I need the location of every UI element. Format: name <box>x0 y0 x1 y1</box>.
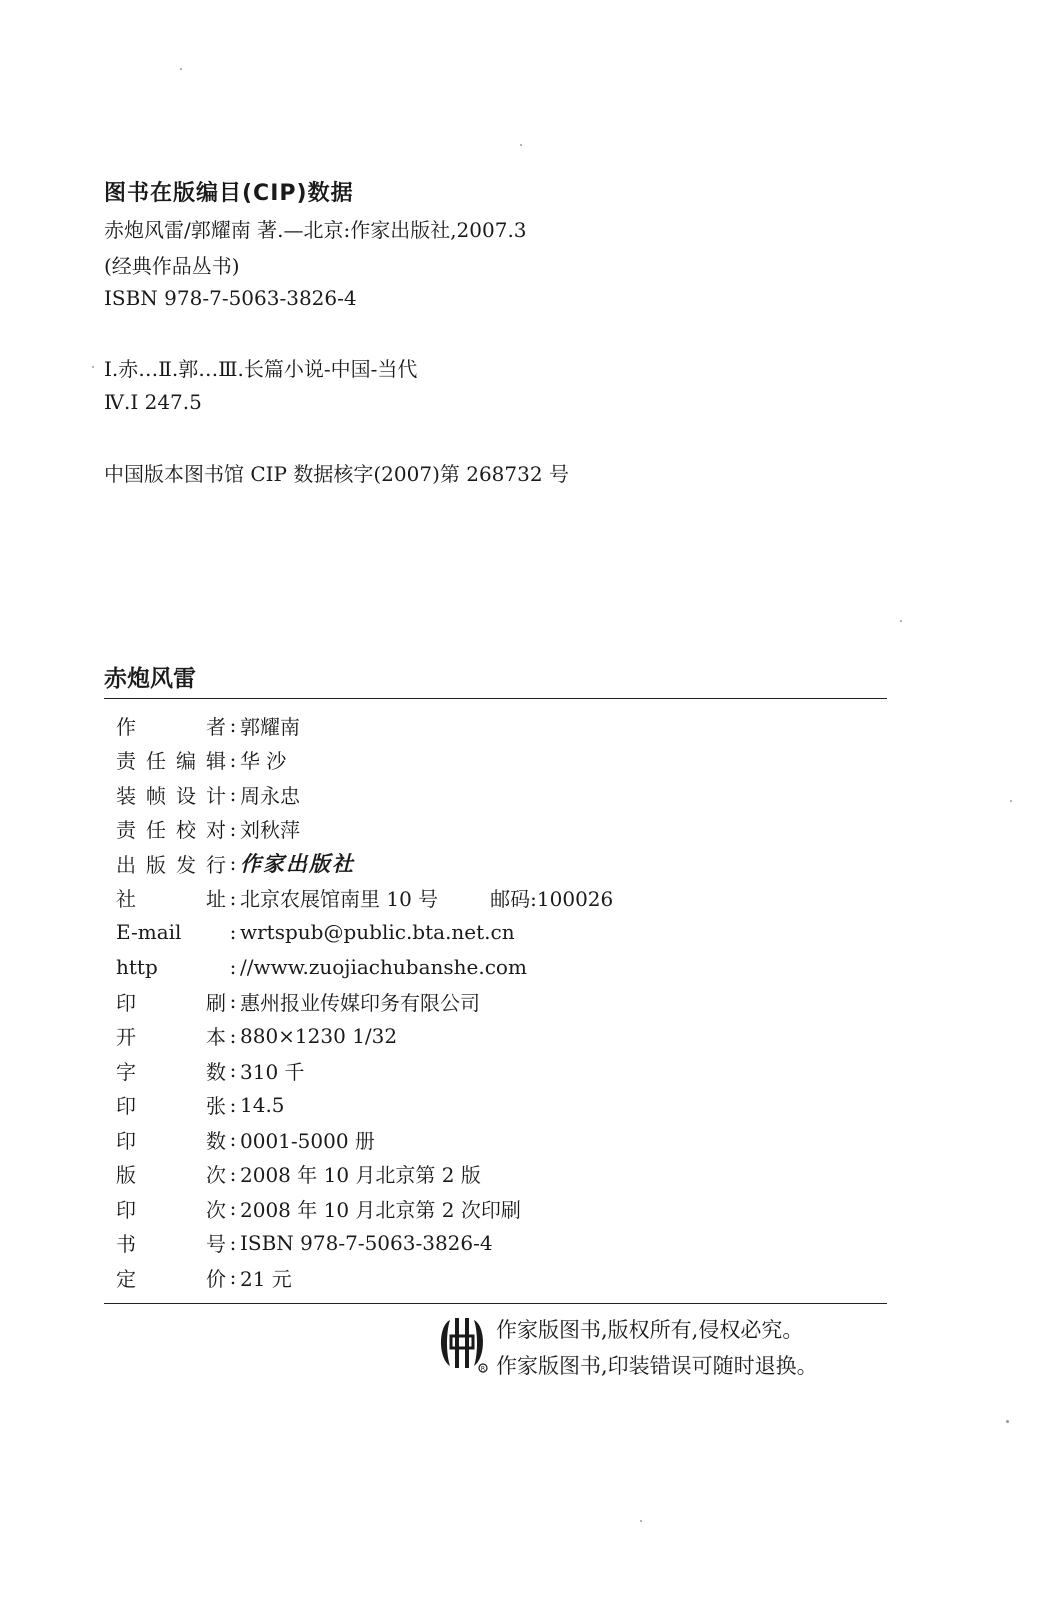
colon: : <box>229 1023 237 1048</box>
colon: : <box>229 1127 237 1152</box>
info-row-proofreader <box>116 812 876 847</box>
email-value: wrtspub@public.bta.net.cn <box>240 920 515 945</box>
bottom-rule <box>104 1303 887 1304</box>
publisher-calligraphy: 作家出版社 <box>240 851 355 877</box>
info-label: 装帧设计 <box>116 783 226 808</box>
colon: : <box>229 816 237 841</box>
info-value: 华 沙 <box>240 749 287 774</box>
info-value: 2008 年 10 月北京第 2 次印刷 <box>240 1197 521 1222</box>
scan-speck <box>900 620 902 622</box>
info-label: 印张 <box>116 1094 226 1119</box>
info-label: 社址 <box>116 887 226 912</box>
svg-text:R: R <box>480 1365 486 1373</box>
info-label: 印刷 <box>116 990 226 1015</box>
colon: : <box>229 747 237 772</box>
colon: : <box>229 1092 237 1117</box>
info-row-isbn <box>116 1226 876 1261</box>
info-label: 开本 <box>116 1025 226 1050</box>
colon: : <box>229 920 237 945</box>
info-value: 惠州报业传媒印务有限公司 <box>240 990 480 1015</box>
info-label: 书号 <box>116 1232 226 1257</box>
postcode: 邮码:100026 <box>490 887 614 912</box>
cip-line-2: (经典作品丛书) <box>104 254 240 278</box>
info-label: 印次 <box>116 1197 226 1222</box>
info-row-publisher <box>116 846 876 881</box>
info-row-price <box>116 1260 876 1295</box>
info-label: 责任编辑 <box>116 749 226 774</box>
book-title: 赤炮风雷 <box>104 666 196 692</box>
colon: : <box>229 989 237 1014</box>
colon: : <box>229 1196 237 1221</box>
colon: : <box>229 1230 237 1255</box>
info-value: 0001-5000 册 <box>240 1128 375 1153</box>
colon: : <box>229 1161 237 1186</box>
info-row-email <box>116 915 876 950</box>
cip-line-6: 中国版本图书馆 CIP 数据核字(2007)第 268732 号 <box>104 462 569 486</box>
info-label: 责任校对 <box>116 818 226 843</box>
cip-line-4: Ⅰ.赤…Ⅱ.郭…Ⅲ.长篇小说-中国-当代 <box>104 357 418 381</box>
info-row-format <box>116 1019 876 1054</box>
info-row-editor <box>116 743 876 778</box>
website-value: //www.zuojiachubanshe.com <box>240 954 527 979</box>
colon: : <box>229 851 237 876</box>
cip-line-5: Ⅳ.I 247.5 <box>104 390 202 414</box>
info-label: E-mail <box>116 920 182 945</box>
info-row-print-run <box>116 1122 876 1157</box>
info-label: 出版发行 <box>116 852 226 877</box>
info-row-author <box>116 708 876 743</box>
info-row-http <box>116 950 876 985</box>
scan-speck <box>180 68 182 70</box>
info-row-sheets <box>116 1088 876 1123</box>
info-value: 郭耀南 <box>240 714 300 739</box>
copyright-notice-line-2: 作家版图书,印装错误可随时退换。 <box>496 1354 818 1378</box>
colon: : <box>229 1058 237 1083</box>
info-label: 印数 <box>116 1128 226 1153</box>
info-label: http <box>116 954 158 979</box>
colon: : <box>229 782 237 807</box>
scan-speck <box>1010 800 1012 802</box>
info-value: 310 千 <box>240 1059 305 1084</box>
info-value: 880×1230 1/32 <box>240 1023 398 1048</box>
info-row-address <box>116 881 876 916</box>
colon: : <box>229 713 237 738</box>
colon: : <box>229 885 237 910</box>
info-row-printer <box>116 984 876 1019</box>
info-label: 定价 <box>116 1266 226 1291</box>
cip-line-3: ISBN 978-7-5063-3826-4 <box>104 286 357 310</box>
info-value: 北京农展馆南里 10 号 <box>240 887 439 912</box>
scan-speck <box>92 366 94 368</box>
top-rule <box>104 698 887 699</box>
info-label: 字数 <box>116 1059 226 1084</box>
info-row-impression <box>116 1191 876 1226</box>
copyright-notice-line-1: 作家版图书,版权所有,侵权必究。 <box>496 1318 804 1342</box>
info-value: 2008 年 10 月北京第 2 版 <box>240 1163 481 1188</box>
cip-line-1: 赤炮风雷/郭耀南 著.—北京:作家出版社,2007.3 <box>104 218 527 242</box>
scan-speck <box>640 1520 642 1522</box>
info-row-word-count <box>116 1053 876 1088</box>
info-value: 刘秋萍 <box>240 818 300 843</box>
publisher-logo-icon <box>436 1314 488 1374</box>
info-label: 作者 <box>116 714 226 739</box>
info-row-edition <box>116 1157 876 1192</box>
info-value: 14.5 <box>240 1092 285 1117</box>
scan-speck <box>1006 1420 1009 1423</box>
info-value: ISBN 978-7-5063-3826-4 <box>240 1230 493 1255</box>
info-value: 周永忠 <box>240 783 300 808</box>
info-value: 21 元 <box>240 1266 292 1291</box>
info-label: 版次 <box>116 1163 226 1188</box>
colon: : <box>229 1265 237 1290</box>
info-row-design <box>116 777 876 812</box>
publication-info <box>116 708 876 1295</box>
colon: : <box>229 954 237 979</box>
cip-title: 图书在版编目(CIP)数据 <box>104 181 354 206</box>
scan-speck <box>520 144 522 146</box>
